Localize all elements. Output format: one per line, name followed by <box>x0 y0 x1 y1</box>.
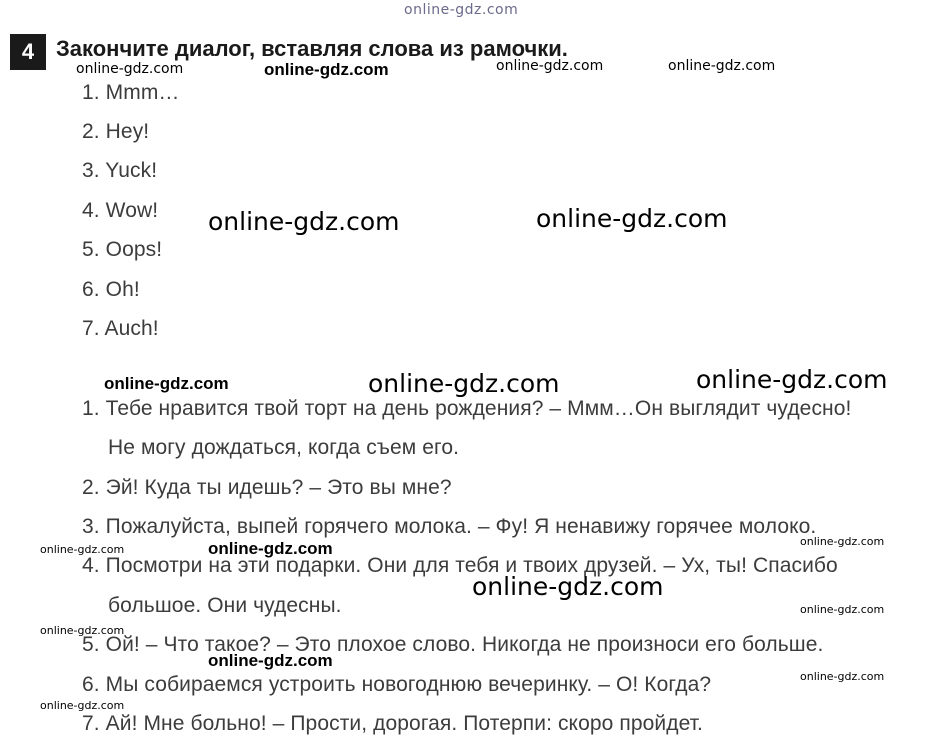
watermark: online-gdz.com <box>208 539 333 558</box>
watermark: online-gdz.com <box>40 699 125 712</box>
watermark: online-gdz.com <box>696 365 888 394</box>
answer-line: 2. Эй! Куда ты идешь? – Это вы мне? <box>82 476 452 499</box>
answer-line: 7. Ай! Мне больно! – Прости, дорогая. Потерпи: скоро пройдет. <box>82 712 703 735</box>
option-item: 4. Wow! <box>82 199 159 222</box>
watermark: online-gdz.com <box>800 603 885 616</box>
answer-line: 3. Пожалуйста, выпей горячего молока. – Фу! Я ненавижу горячее молоко. <box>82 515 817 538</box>
watermark: online-gdz.com <box>104 374 229 393</box>
task-number-badge: 4 <box>10 34 46 70</box>
watermark: online-gdz.com <box>208 651 333 670</box>
answer-line: 1. Тебе нравится твой торт на день рождения? – Ммм…Он выглядит чудесно! <box>82 397 852 420</box>
watermark-top: online-gdz.com <box>404 2 519 18</box>
task-title: Закончите диалог, вставляя слова из рамочки. <box>56 36 568 61</box>
option-item: 5. Oops! <box>82 238 163 261</box>
answer-line: большое. Они чудесны. <box>108 594 342 617</box>
watermark: online-gdz.com <box>800 535 885 548</box>
watermark: online-gdz.com <box>76 61 184 77</box>
watermark: online-gdz.com <box>368 369 560 398</box>
watermark: online-gdz.com <box>800 670 885 683</box>
answer-line: Не могу дождаться, когда съем его. <box>108 436 460 459</box>
option-item: 3. Yuck! <box>82 159 158 182</box>
option-item: 2. Hey! <box>82 120 150 143</box>
answer-line: 5. Ой! – Что такое? – Это плохое слово. Никогда не произноси его больше. <box>82 633 824 656</box>
watermark: online-gdz.com <box>40 624 125 637</box>
answer-line: 6. Мы собираемся устроить новогоднюю вечеринку. – О! Когда? <box>82 673 712 696</box>
option-item: 6. Oh! <box>82 278 140 301</box>
watermark: online-gdz.com <box>496 58 604 74</box>
watermark: online-gdz.com <box>208 207 400 236</box>
option-item: 7. Auch! <box>82 317 159 340</box>
option-item: 1. Mmm… <box>82 81 180 104</box>
watermark: online-gdz.com <box>264 60 389 79</box>
watermark: online-gdz.com <box>472 572 664 601</box>
watermark: online-gdz.com <box>668 58 776 74</box>
answer-line: 4. Посмотри на эти подарки. Они для тебя и твоих друзей. – Ух, ты! Спасибо <box>82 554 838 577</box>
watermark: online-gdz.com <box>40 543 125 556</box>
watermark: online-gdz.com <box>536 204 728 233</box>
